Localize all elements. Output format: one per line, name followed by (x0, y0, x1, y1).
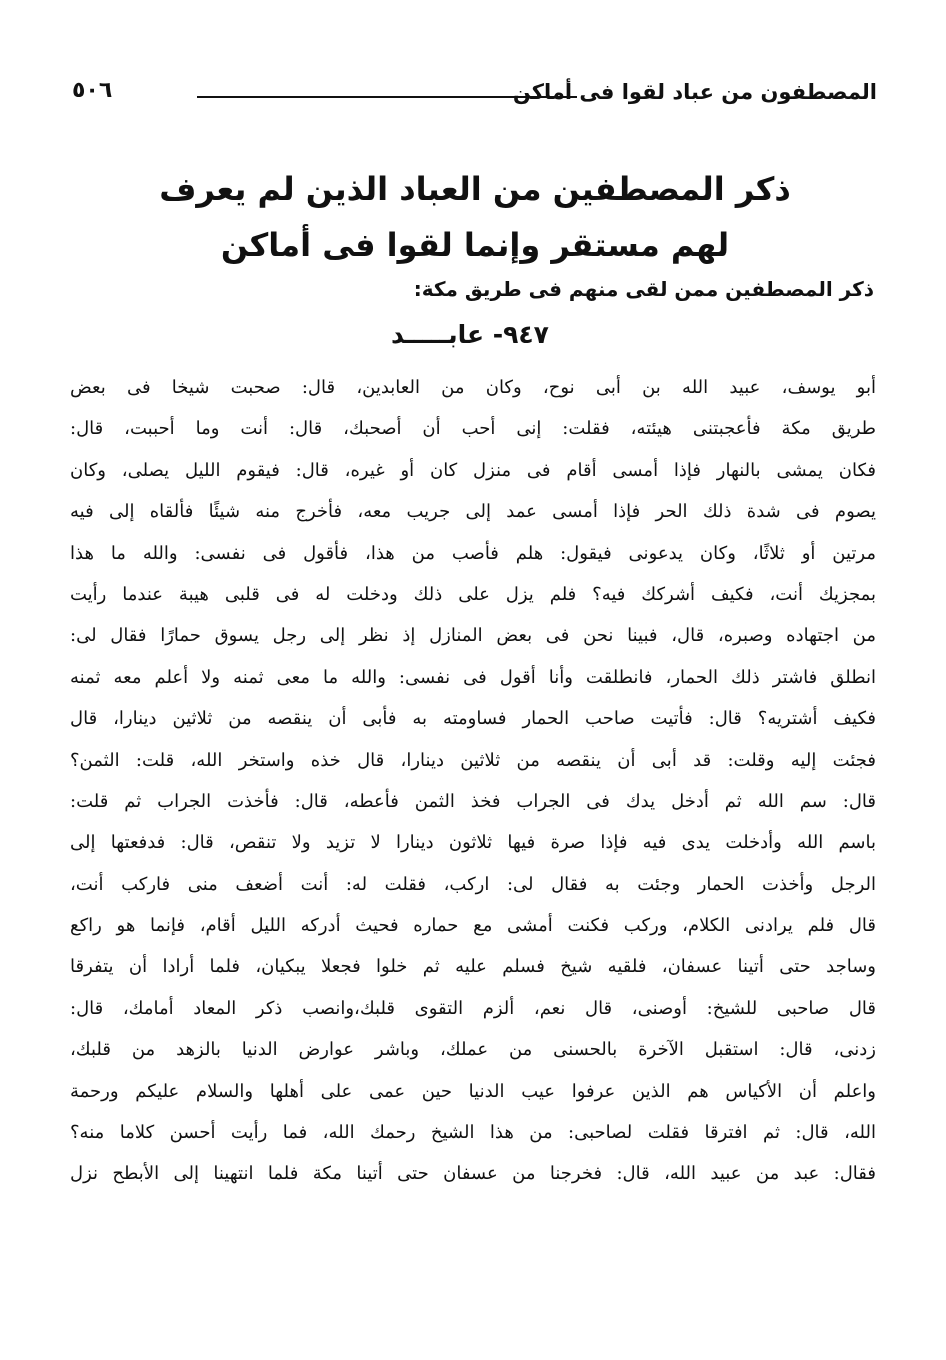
body-line: قال: سم الله ثم أدخل يدك فى الجراب فخذ الثمن فأعطه، قال: فأخذت الجراب ثم قلت: (70, 790, 876, 812)
body-line: قال صاحبى للشيخ: أوصنى، قال نعم، ألزم التقوى قلبك،وانصب ذكر المعاد أمامك، قال: (70, 997, 876, 1019)
body-line: باسم الله وأدخلت يدى فيه فإذا صرة فيها ثلاثون دينارا لا تزيد ولا تنقص، قال: فدفعتها إلى (70, 832, 876, 854)
body-line: الله، قال: ثم افترقا فقلت لصاحبى: من هذا الشيخ رحمك الله، فما رأيت أحسن كلاما منه؟ (70, 1122, 876, 1144)
body-line: من اجتهاده وصبره، قال، فبينا نحن فى بعض المنازل إذ نظر إلى رجل يسوق حمارًا فقال لى: (70, 625, 876, 647)
header-rule (197, 96, 577, 98)
body-line: يصوم فى شدة ذلك الحر فإذا أمسى عمد إلى جريب معه، فأخرج منه شيئًا فألقاه إلى فيه (70, 501, 876, 523)
body-line: بمجزيك أنت، فكيف أشركك فيه؟ فلم يزل على ذلك ودخلت له فى قلبى هيبة عندما رأيت (70, 583, 876, 605)
body-line: وساجد حتى أتينا عسفان، فلقيه شيخ فسلم عليه ثم خلوا فجعلا يبكيان، فلما أرادا أن يتفرقا (70, 956, 876, 978)
body-line: فكيف أشتريه؟ قال: فأتيت صاحب الحمار فساومته به فأبى أن ينقصه من ثلاثين دينارا، قال (70, 708, 876, 730)
body-line: واعلم أن الأكياس هم الذين عرفوا عيب الدنيا حين عمى على أهلها والسلام عليكم ورحمة (70, 1080, 876, 1102)
body-line: زدنى، قال: استقبل الآخرة بالحسنى من عملك، وباشر عوارض الدنيا بالزهد من قلبك، (70, 1039, 876, 1061)
body-line: فقال: عبد من عبيد الله، قال: فخرجنا من عسفان حتى أتينا مكة فلما انتهينا إلى الأبطح نزل (70, 1163, 876, 1185)
running-header (72, 76, 877, 112)
body-line: فكان يمشى بالنهار فإذا أمسى أقام فى منزل كان أو غيره، قال: فيقوم الليل يصلى، وكان (70, 459, 876, 481)
body-line: طريق مكة فأعجبتنى هيئته، فقلت: إنى أحب أن أصحبك، قال: أنت وما أحببت، قال: (70, 418, 876, 440)
chapter-title-line-2: لهم مستقر وإنما لقوا فى أماكن (220, 226, 730, 264)
section-heading: ذكر المصطفين ممن لقى منهم فى طريق مكة: (413, 277, 874, 301)
body-line: انطلق فاشتر ذلك الحمار، فانطلقت وأنا أقول فى نفسى: والله ما معى ثمنه ولا أعلم معه ثمنه (70, 666, 876, 688)
running-title: المصطفون من عباد لقوا فى أماكن (512, 80, 877, 104)
body-line: فجئت إليه وقلت: قد أبى أن ينقصه من ثلاثين دينارا، قال خذه واستخر الله، قلت: الثمن؟ (70, 749, 876, 771)
entry-heading: ٩٤٧- عابـــــد (391, 320, 549, 349)
body-line: أبو يوسف، عبيد الله بن أبى نوح، وكان من العابدين، قال: صحبت شيخا فى بعض (70, 377, 876, 398)
page-number: ٥٠٦ (72, 78, 113, 103)
body-line: قال فلم يرادنى الكلام، وركب فكنت أمشى مع حماره فحيث أدركه الليل أقام، فإنما هو راكع (70, 915, 876, 937)
body-line: مرتين أو ثلاثًا، وكان يدعونى فيقول: هلم فأصب من هذا، فأقول فى نفسى: والله ما هذا (70, 542, 876, 564)
chapter-title-line-1: ذكر المصطفين من العباد الذين لم يعرف (159, 170, 791, 208)
body-text (70, 367, 876, 1195)
body-line: الرجل وأخذت الحمار وجئت به فقال لى: اركب، فقلت له: أنت أضعف منى فاركب أنت، (70, 873, 876, 895)
